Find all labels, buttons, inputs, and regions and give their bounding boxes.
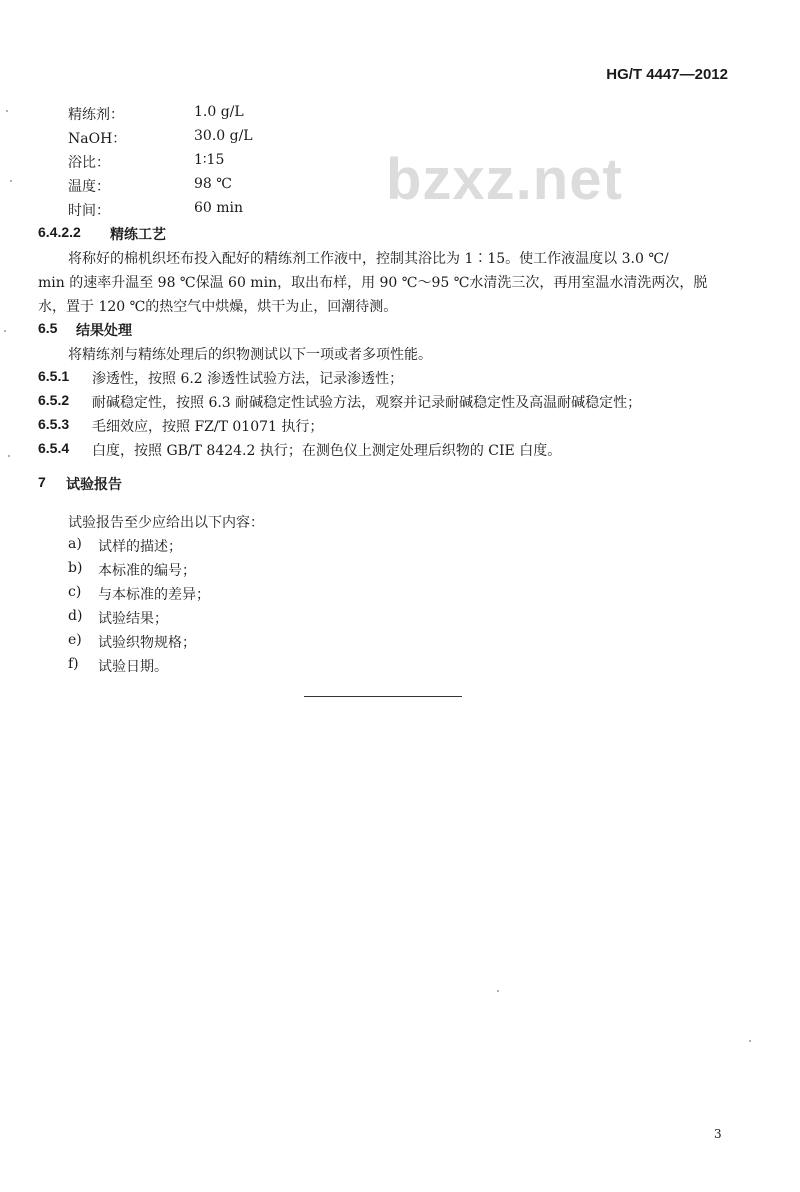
paragraph-line: 水，置于 120 ℃的热空气中烘燥，烘干为止，回潮待测。: [38, 299, 398, 315]
section-number: 6.4.2.2: [38, 224, 81, 240]
clause-number: 6.5.2: [38, 392, 70, 408]
list-item: 与本标准的差异；: [98, 587, 210, 603]
paragraph-line: 试验报告至少应给出以下内容：: [68, 515, 264, 531]
list-label: a): [68, 536, 82, 552]
scan-speck: [749, 1040, 751, 1042]
list-item: 试验日期。: [98, 659, 168, 675]
clause-number: 6.5.1: [38, 368, 70, 384]
param-label: 浴比：: [68, 155, 110, 171]
clause-text: 白度，按照 GB/T 8424.2 执行；在测色仪上测定处理后织物的 CIE 白度。: [92, 443, 562, 459]
list-item: 试验织物规格；: [98, 635, 196, 651]
scan-speck: [497, 990, 499, 992]
scan-speck: [4, 330, 6, 332]
list-label: f): [68, 656, 79, 672]
param-label: NaOH：: [68, 131, 127, 147]
param-label: 温度：: [68, 179, 110, 195]
param-value: 30.0 g/L: [194, 128, 253, 144]
list-label: b): [68, 560, 83, 576]
param-value: 98 ℃: [194, 176, 232, 192]
param-label: 精练剂：: [68, 107, 124, 123]
list-item: 本标准的编号；: [98, 563, 196, 579]
param-label: 时间：: [68, 203, 110, 219]
section-title: 试验报告: [66, 477, 122, 493]
scan-speck: [10, 180, 12, 182]
scan-speck: [6, 110, 8, 112]
list-label: e): [68, 632, 82, 648]
param-value: 1.0 g/L: [194, 104, 244, 120]
list-label: c): [68, 584, 82, 600]
param-value: 60 min: [194, 200, 244, 216]
end-rule: [304, 696, 462, 697]
scan-speck: [8, 455, 10, 457]
standard-code: HG/T 4447—2012: [606, 66, 728, 83]
clause-text: 毛细效应，按照 FZ/T 01071 执行；: [92, 419, 324, 435]
paragraph-line: 将称好的棉机织坯布投入配好的精练剂工作液中，控制其浴比为 1∶15。使工作液温度以 3.0 ℃/: [68, 251, 669, 267]
page-number: 3: [714, 1127, 722, 1141]
watermark: bzxz.net: [386, 147, 623, 212]
list-item: 试样的描述；: [98, 539, 182, 555]
clause-number: 6.5.4: [38, 440, 70, 456]
clause-number: 6.5.3: [38, 416, 70, 432]
section-title: 精练工艺: [110, 227, 166, 243]
list-label: d): [68, 608, 83, 624]
param-value: 1∶15: [194, 152, 225, 168]
clause-text: 渗透性，按照 6.2 渗透性试验方法，记录渗透性；: [92, 371, 404, 387]
section-number: 6.5: [38, 320, 58, 336]
paragraph-line: 将精练剂与精练处理后的织物测试以下一项或者多项性能。: [68, 347, 432, 363]
section-title: 结果处理: [76, 323, 132, 339]
clause-text: 耐碱稳定性，按照 6.3 耐碱稳定性试验方法，观察并记录耐碱稳定性及高温耐碱稳定性；: [92, 395, 642, 411]
list-item: 试验结果；: [98, 611, 168, 627]
section-number: 7: [38, 474, 46, 490]
paragraph-line: min 的速率升温至 98 ℃保温 60 min，取出布样，用 90 ℃～95 ℃水清洗三次，再用室温水清洗两次，脱: [38, 275, 708, 291]
